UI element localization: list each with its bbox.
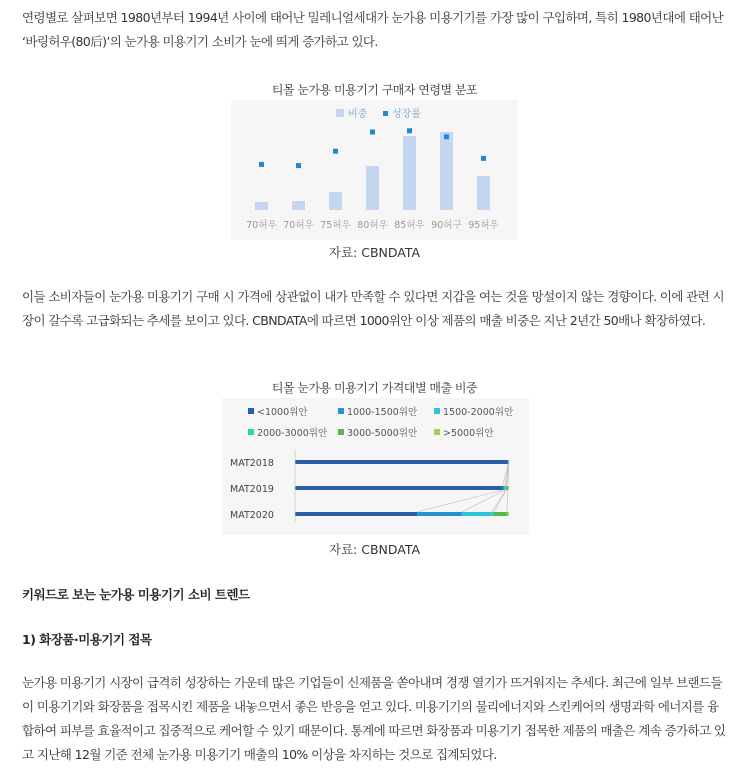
bar-segment [494,512,507,516]
figure2-title: 티몰 눈가용 미용기기 가격대별 매출 비중 [271,381,478,395]
series-connector-line [507,490,508,512]
marker-growth [296,163,301,168]
bar-share [440,132,453,210]
legend-label-growth: 성장률 [392,109,421,120]
legend-swatch-growth [383,111,388,116]
bar-share [255,202,268,210]
category-label: MAT2018 [230,458,274,469]
age-distribution-chart [231,100,518,240]
x-tick-label: 90허구 [431,220,462,231]
bar-share [403,136,416,210]
bar-segment [503,486,505,490]
x-tick-label: 80허우 [357,220,388,231]
category-label: MAT2020 [230,510,274,521]
legend-label: 3000-5000위안 [347,428,418,439]
bar-segment [505,486,506,490]
legend-label: 1000-1500위안 [347,407,418,418]
bar-segment [295,460,508,464]
bar-segment [506,486,507,490]
legend-label: 2000-3000위안 [257,428,328,439]
marker-growth [407,128,412,133]
legend-swatch [338,408,344,414]
age-distribution-chart-svg [231,100,518,240]
intro-paragraph: 연령별로 살펴보면 1980년부터 1994년 사이에 태어난 밀레니얼세대가 눈가용 미용기기를 가장 많이 구입하며, 특히 1980년대에 태어난 ‘바링허우(80后)’의 눈가용 미용기기 소비가 눈에 띄게 증가하고 있다. [22,10,724,49]
figure2-caption: 자료: CBNDATA [328,542,421,557]
series-connector-line [462,490,505,512]
legend-swatch [338,429,344,435]
x-tick-label: 75허우 [320,220,351,231]
marker-growth [333,149,338,154]
series-connector-line [417,490,503,512]
legend-label: >5000위안 [443,428,494,439]
legend-label: 1500-2000위안 [443,407,514,418]
x-tick-label: 85허우 [394,220,425,231]
bar-segment [506,486,507,490]
bar-segment [492,512,494,516]
category-label: MAT2019 [230,484,274,495]
bar-segment [462,512,492,516]
bar-segment [295,512,417,516]
legend-swatch [248,408,254,414]
x-tick-label: 70허우 [283,220,314,231]
bar-share [366,166,379,210]
bar-segment [417,512,462,516]
legend-swatch-share [336,109,344,117]
marker-growth [259,162,264,167]
figure1-caption: 자료: CBNDATA [328,245,421,260]
paragraph-price-trend: 이들 소비자들이 눈가용 미용기기 구매 시 가격에 상관없이 내가 만족할 수 있다면 지갑을 여는 것을 망설이지 않는 경향이다. 이에 관련 시장이 갈수록 고급화되는 추세를 보이고 있다. CBNDATA에 따르면 1000위안 이상 제품의 매출 비중은 지난 2년간 50배나 확장하였다. [22,289,724,328]
bar-share [477,176,490,210]
legend-label-share: 비중 [348,109,368,120]
price-share-chart-svg [222,398,529,535]
x-tick-label: 95허우 [468,220,499,231]
subheading-cosmetics-device: 1) 화장품·미용기기 접목 [22,632,152,647]
bar-segment [295,486,503,490]
marker-growth [481,156,486,161]
section-heading: 키워드로 보는 눈가용 미용기기 소비 트렌드 [22,587,250,602]
bar-segment [507,512,509,516]
legend-label: <1000위안 [257,407,308,418]
legend-swatch [434,408,440,414]
price-share-chart [222,398,529,535]
figure1-title: 티몰 눈가용 미용기기 구매자 연령별 분포 [271,83,478,97]
bar-share [329,192,342,210]
x-tick-label: 70허우 [246,220,277,231]
legend-swatch [248,429,254,435]
bar-segment [508,460,509,464]
bar-share [292,201,305,210]
bar-segment [508,486,509,490]
marker-growth [370,130,375,135]
marker-growth [444,134,449,139]
legend-swatch [434,429,440,435]
series-connector-line [494,490,506,512]
paragraph-cosmetics-device: 눈가용 미용기기 시장이 급격히 성장하는 가운데 많은 기업들이 신제품을 쏟아내며 경쟁 열기가 뜨거워지는 추세다. 최근에 일부 브랜드들이 미용기기와 화장품을 접목시킨 제품을 내놓으면서 좋은 반응을 얻고 있다. 미용기기의 물리에너지와 스킨케어의 생명과학 에너지를 융합하여 피부를 효율적이고 집중적으로 케어할 수 있기 때문이다. 통계에 따르면 화장품과 미용기기 접목한 제품의 매출은 계속 증가하고 있고 지난해 12월 기준 전체 눈가용 미용기기 매출의 10% 이상을 차지하는 것으로 집계되었다. [22,675,726,762]
